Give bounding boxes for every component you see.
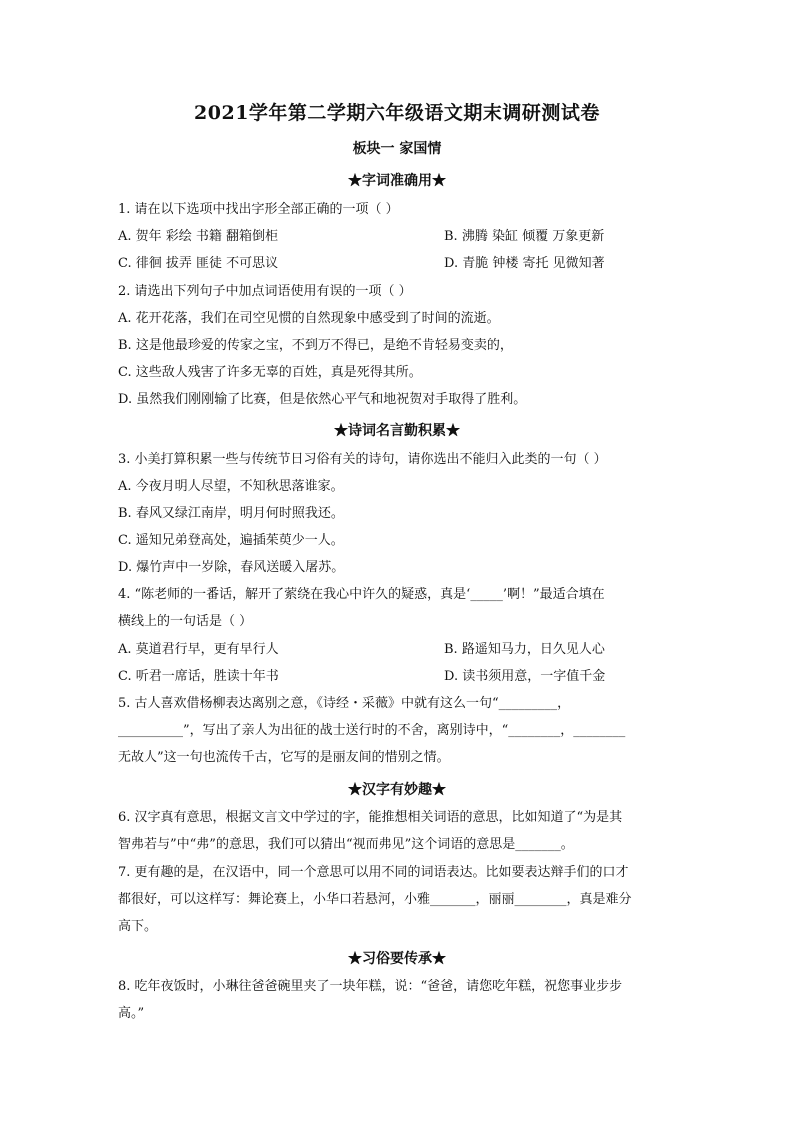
- question-3-option-b: B. 春风又绿江南岸，明月何时照我还。: [118, 506, 344, 521]
- question-8-line-1: 8. 吃年夜饭时，小琳往爸爸碗里夹了一块年糕，说：“爸爸，请您吃年糕，祝您事业步步: [118, 979, 623, 994]
- question-8-line-2: 高。”: [118, 1006, 145, 1021]
- question-3-stem: 3. 小美打算积累一些与传统节日习俗有关的诗句，请你选出不能归入此类的一句（ ）: [118, 452, 607, 467]
- question-6-line-1: 6. 汉字真有意思，根据文言文中学过的字，能推想相关词语的意思，比如知道了“为是其: [118, 810, 623, 825]
- question-7-line-3: 高下。: [118, 919, 158, 934]
- question-3-option-c: C. 遥知兄弟登高处，遍插茱萸少一人。: [118, 533, 344, 548]
- question-4-option-b: B. 路遥知马力，日久见人心: [444, 642, 605, 657]
- question-1-option-d: D. 青脆 钟楼 寄托 见微知著: [444, 256, 605, 271]
- question-2-stem: 2. 请选出下列句子中加点词语使用有误的一项（ ）: [118, 284, 412, 299]
- question-7-line-2: 都很好，可以这样写：舞论赛上，小华口若悬河，小雅_______，丽丽________，真是难分: [118, 892, 632, 907]
- question-6-line-2: 智弗若与”中“弗”的意思，我们可以猜出“视而弗见”这个词语的意思是_______。: [118, 837, 574, 852]
- question-4-line-1: 4. “陈老师的一番话，解开了萦绕在我心中许久的疑惑，真是‘_____’啊！”最适合填在: [118, 587, 605, 602]
- question-5-line-3: 无故人”这一句也流传千古，它写的是丽友间的惜别之情。: [118, 750, 450, 765]
- question-1-option-b: B. 沸腾 染缸 倾覆 万象更新: [444, 229, 605, 244]
- heading-poetry: ★诗词名言勤积累★: [334, 423, 460, 439]
- section-title: 板块一 家国情: [352, 141, 442, 157]
- question-7-line-1: 7. 更有趣的是，在汉语中，同一个意思可以用不同的词语表达。比如要表达辩手们的口才: [118, 865, 629, 880]
- question-5-line-1: 5. 古人喜欢借杨柳表达离别之意，《诗经・采薇》中就有这么一句“_________，: [118, 696, 571, 711]
- question-3-option-a: A. 今夜月明人尽望，不知秋思落谁家。: [118, 479, 344, 494]
- question-3-option-d: D. 爆竹声中一岁除，春风送暖入屠苏。: [118, 560, 345, 575]
- question-4-option-a: A. 莫道君行早，更有早行人: [118, 642, 279, 657]
- heading-characters: ★汉字有妙趣★: [348, 782, 446, 798]
- question-2-option-d: D. 虽然我们刚刚输了比赛，但是依然心平气和地祝贺对手取得了胜利。: [118, 392, 527, 407]
- question-4-option-c: C. 听君一席话，胜读十年书: [118, 669, 279, 684]
- heading-customs: ★习俗要传承★: [348, 951, 446, 967]
- exam-title: 2021学年第二学期六年级语文期末调研测试卷: [194, 102, 600, 124]
- heading-vocabulary: ★字词准确用★: [348, 173, 446, 189]
- question-2-option-b: B. 这是他最珍爱的传家之宝，不到万不得已，是绝不肯轻易变卖的，: [118, 338, 513, 353]
- question-1-option-a: A. 贺年 彩绘 书籍 翻箱倒柜: [118, 229, 279, 244]
- question-4-option-d: D. 读书须用意，一字值千金: [444, 669, 606, 684]
- question-1-stem: 1. 请在以下选项中找出字形全部正确的一项（ ）: [118, 202, 399, 217]
- question-1-option-c: C. 徘徊 拔弄 匪徒 不可思议: [118, 256, 279, 271]
- question-2-option-a: A. 花开花落，我们在司空见惯的自然现象中感受到了时间的流逝。: [118, 311, 500, 326]
- question-4-line-2: 横线上的一句话是（ ）: [118, 614, 253, 629]
- question-5-line-2: __________”，写出了亲人为出征的战士送行时的不舍，离别诗中，“________，________: [118, 723, 626, 738]
- question-2-option-c: C. 这些敌人残害了许多无辜的百姓，真是死得其所。: [118, 365, 422, 380]
